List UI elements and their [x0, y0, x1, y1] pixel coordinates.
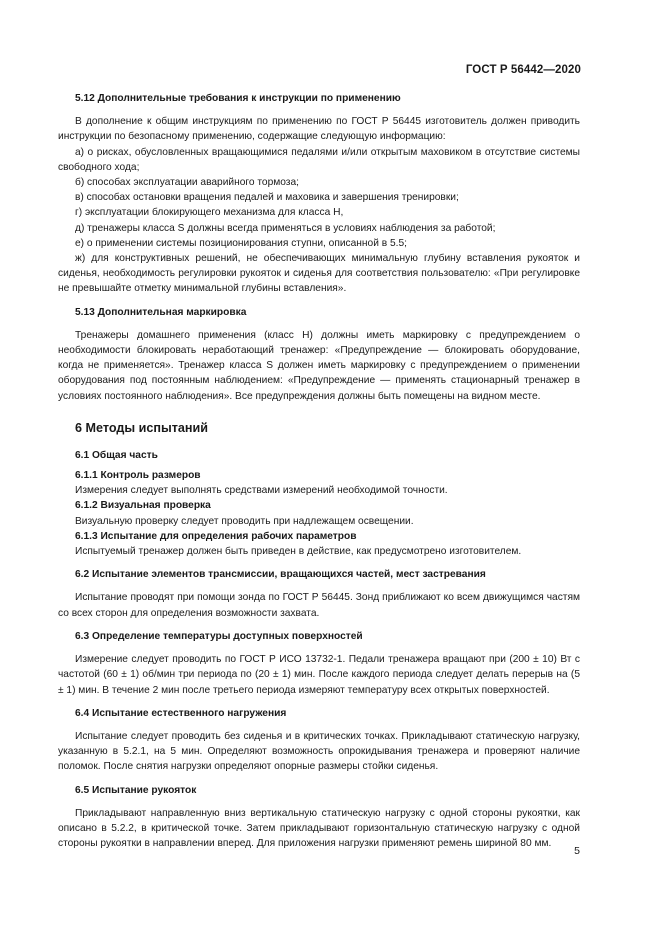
- section-6-1-2-heading: 6.1.2 Визуальная проверка: [75, 500, 211, 512]
- page-number: 5: [574, 845, 580, 857]
- section-6-1-2-text: Визуальную проверку следует проводить при надлежащем освещении.: [75, 515, 414, 527]
- list-item: г) эксплуатации блокирующего механизма для класса Н,: [75, 207, 344, 219]
- section-6-2-text: Испытание проводят при помощи зонда по ГОСТ Р 56445. Зонд приближают ко всем движущимся частям со всех сторон для определения возможности захвата.: [58, 592, 580, 619]
- section-6-4-text: Испытание следует проводить без сиденья и в критических точках. Прикладывают статическую нагрузку, указанную в 5.2.1, на 5 мин. Определяют возможность опрокидывания тренажера и проверяют наличие поломок. После снятия нагрузки определяют опорные размеры стойки сиденья.: [58, 730, 580, 773]
- section-6-4-heading: 6.4 Испытание естественного нагружения: [75, 707, 287, 719]
- list-item: е) о применении системы позиционирования ступни, описанной в 5.5;: [75, 237, 407, 249]
- list-item: а) о рисках, обусловленных вращающимися педалями и/или открытым маховиком в отсутствие системы свободного хода;: [58, 146, 580, 173]
- section-6-1-1-text: Измерения следует выполнять средствами измерений необходимой точности.: [75, 485, 448, 497]
- list-item: д) тренажеры класса S должны всегда применяться в условиях наблюдения за работой;: [75, 222, 496, 234]
- section-5-13-heading: 5.13 Дополнительная маркировка: [75, 306, 247, 318]
- section-6-1-3-heading: 6.1.3 Испытание для определения рабочих параметров: [75, 530, 357, 542]
- section-6-heading: 6 Методы испытаний: [75, 420, 208, 435]
- page-content: [58, 91, 580, 851]
- list-item: в) способах остановки вращения педалей и маховика и завершения тренировки;: [75, 192, 459, 204]
- section-6-5-text: Прикладывают направленную вниз вертикальную статическую нагрузку с одной стороны рукоятки, как описано в 5.2.2, в критической точке. Затем прикладывают горизонтальную статическую нагрузку с одной стороны рукоятки в направлении вперед. Для приложения нагрузки применяют ремень шириной 80 мм.: [58, 807, 580, 850]
- section-5-12-heading: 5.12 Дополнительные требования к инструкции по применению: [75, 93, 401, 104]
- list-item: ж) для конструктивных решений, не обеспечивающих минимальную глубину вставления рукояток и сиденья, необходимость регулировки рукояток и сиденья для соответствия пользователю: «При регулировке не превышайте отметку минимальной глубины вставления».: [58, 253, 580, 295]
- section-5-12-intro: В дополнение к общим инструкциям по применению по ГОСТ Р 56445 изготовитель должен приводить инструкции по безопасному применению, содержащие следующую информацию:: [58, 116, 580, 143]
- section-6-2-heading: 6.2 Испытание элементов трансмиссии, вращающихся частей, мест застревания: [75, 569, 486, 581]
- section-6-1-1-heading: 6.1.1 Контроль размеров: [75, 470, 201, 482]
- document-code: ГОСТ Р 56442—2020: [465, 64, 581, 76]
- section-6-1-heading: 6.1 Общая часть: [75, 449, 158, 461]
- section-6-5-heading: 6.5 Испытание рукояток: [75, 784, 197, 796]
- section-6-1-3-text: Испытуемый тренажер должен быть приведен в действие, как предусмотрено изготовителем.: [75, 546, 522, 558]
- list-item: б) способах эксплуатации аварийного тормоза;: [75, 177, 299, 189]
- section-6-3-text: Измерение следует проводить по ГОСТ Р ИСО 13732-1. Педали тренажера вращают при (200 ± 10) Вт с частотой (60 ± 1) об/мин три периода по (20 ± 1) мин. После каждого периода следует делать перерыв на (5 ± 1) мин. В течение 2 мин после третьего периода измеряют температуру всех открытых поверхностей.: [58, 654, 580, 696]
- section-6-3-heading: 6.3 Определение температуры доступных поверхностей: [75, 630, 363, 642]
- section-5-13-text: Тренажеры домашнего применения (класс Н) должны иметь маркировку с предупреждением о необходимости блокировать неработающий тренажер: «Предупреждение — блокировать оборудование, когда не применяется». Тренажер класса S должен иметь маркировку с предупреждением о применении оборудования под постоянным наблюдением: «Предупреждение — применять стационарный тренажер в условиях постоянного наблюдения». Все предупреждения должны быть помещены на видном месте.: [58, 329, 580, 402]
